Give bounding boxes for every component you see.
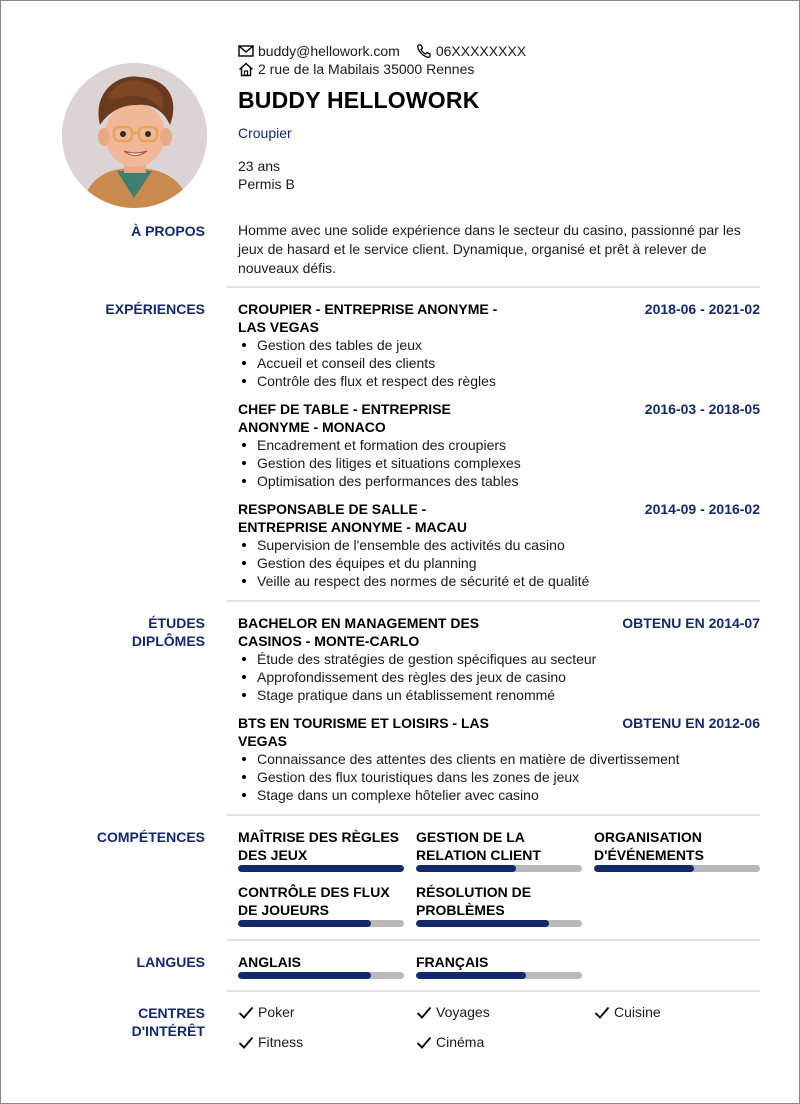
check-icon <box>594 1006 610 1019</box>
phone-text[interactable]: 06XXXXXXXX <box>435 43 527 59</box>
check-icon <box>416 1036 432 1049</box>
section-label-line: DIPLÔMES <box>131 633 205 649</box>
permit-text: Permis B <box>238 176 295 192</box>
skill-name: GESTION DE LA RELATION CLIENT <box>416 829 541 863</box>
entry-title: RESPONSABLE DE SALLE - ENTREPRISE ANONYME - MACAU <box>238 501 467 535</box>
skill-name: RÉSOLUTION DE PROBLÈMES <box>416 884 532 918</box>
check-icon <box>238 1006 254 1019</box>
entry-date: OBTENU EN 2012-06 <box>622 715 760 731</box>
skill-item <box>238 828 404 872</box>
skill-level-bar <box>416 865 582 872</box>
contact-row-address <box>238 60 526 78</box>
interest-item <box>416 1004 490 1020</box>
candidate-name: BUDDY HELLOWORK <box>238 87 480 113</box>
section-label-line: ÉTUDES <box>148 615 205 631</box>
list-item: Encadrement et formation des croupiers <box>257 436 760 454</box>
list-item: Connaissance des attentes des clients en matière de divertissement <box>257 750 760 768</box>
language-item <box>416 953 582 979</box>
section-label-languages: LANGUES <box>136 954 205 970</box>
list-item: Gestion des flux touristiques dans les zones de jeux <box>257 768 760 786</box>
entry-date: 2018-06 - 2021-02 <box>644 301 760 317</box>
skill-level-fill <box>238 865 404 872</box>
list-item: Gestion des tables de jeux <box>257 336 760 354</box>
language-name: ANGLAIS <box>238 954 301 970</box>
list-item: Optimisation des performances des tables <box>257 472 760 490</box>
interest-label: Cinéma <box>436 1034 485 1050</box>
entry-date: 2014-09 - 2016-02 <box>644 501 760 517</box>
skill-item <box>594 828 760 872</box>
bullet-list <box>238 536 760 590</box>
skill-level-fill <box>594 865 694 872</box>
interest-label: Voyages <box>436 1004 490 1020</box>
list-item: Gestion des litiges et situations complexes <box>257 454 760 472</box>
list-item: Stage dans un complexe hôtelier avec casino <box>257 786 760 804</box>
skill-level-fill <box>416 920 549 927</box>
skill-name: ORGANISATION D'ÉVÉNEMENTS <box>594 829 704 863</box>
phone-icon <box>416 43 432 59</box>
about-text: Homme avec une solide expérience dans le secteur du casino, passionné par les jeux de hasard et le service client. Dynamique, organisé et prêt à relever de nouveaux défis. <box>238 222 741 276</box>
contact-row-email-phone <box>238 42 526 60</box>
interest-label: Fitness <box>258 1034 304 1050</box>
list-item: Approfondissement des règles des jeux de casino <box>257 668 760 686</box>
experience-entry <box>238 300 760 390</box>
skill-name: CONTRÔLE DES FLUX DE JOUEURS <box>238 884 390 918</box>
bullet-list <box>238 436 760 490</box>
avatar-illustration <box>62 63 207 208</box>
skill-level-fill <box>416 865 516 872</box>
list-item: Étude des stratégies de gestion spécifiques au secteur <box>257 650 760 668</box>
divider <box>227 939 760 941</box>
list-item: Veille au respect des normes de sécurité et de qualité <box>257 572 760 590</box>
experience-entry <box>238 400 760 490</box>
skill-item <box>238 883 404 927</box>
skill-level-bar <box>238 920 404 927</box>
check-icon <box>416 1006 432 1019</box>
check-icon <box>238 1036 254 1049</box>
skill-level-bar <box>594 865 760 872</box>
section-label-line: CENTRES <box>138 1005 205 1021</box>
entry-title: BTS EN TOURISME ET LOISIRS - LAS VEGAS <box>238 715 489 749</box>
section-label-experience: EXPÉRIENCES <box>105 301 205 317</box>
skill-level-bar <box>416 920 582 927</box>
bullet-list <box>238 750 760 804</box>
education-entry <box>238 614 760 704</box>
language-level-fill <box>238 972 371 979</box>
divider <box>227 286 760 288</box>
email-text[interactable]: buddy@hellowork.com <box>258 43 400 59</box>
interest-item <box>594 1004 661 1020</box>
bullet-list <box>238 650 760 704</box>
skill-level-fill <box>238 920 371 927</box>
interest-item <box>238 1034 303 1050</box>
interest-item <box>238 1004 295 1020</box>
list-item: Accueil et conseil des clients <box>257 354 760 372</box>
avatar <box>62 63 207 208</box>
entry-date: 2016-03 - 2018-05 <box>644 401 760 417</box>
language-level-bar <box>238 972 404 979</box>
skill-item <box>416 828 582 872</box>
language-level-fill <box>416 972 526 979</box>
interest-item <box>416 1034 484 1050</box>
job-title: Croupier <box>238 125 292 141</box>
education-entry <box>238 714 760 804</box>
list-item: Contrôle des flux et respect des règles <box>257 372 760 390</box>
section-label-line: D'INTÉRÊT <box>131 1023 205 1039</box>
entry-title: BACHELOR EN MANAGEMENT DES CASINOS - MONTE-CARLO <box>238 615 480 649</box>
interest-label: Poker <box>258 1004 295 1020</box>
list-item: Supervision de l'ensemble des activités du casino <box>257 536 760 554</box>
skill-name: MAÎTRISE DES RÈGLES DES JEUX <box>238 829 400 863</box>
age-text: 23 ans <box>238 158 281 174</box>
home-icon <box>238 62 254 77</box>
entry-date: OBTENU EN 2014-07 <box>622 615 760 631</box>
section-label-skills: COMPÉTENCES <box>96 829 205 845</box>
divider <box>227 600 760 602</box>
bullet-list <box>238 336 760 390</box>
divider <box>227 814 760 816</box>
divider <box>227 990 760 992</box>
list-item: Gestion des équipes et du planning <box>257 554 760 572</box>
skill-item <box>416 883 582 927</box>
language-name: FRANÇAIS <box>416 954 489 970</box>
section-label-interests <box>25 1004 205 1040</box>
mail-icon <box>238 45 254 57</box>
entry-title: CROUPIER - ENTREPRISE ANONYME - LAS VEGAS <box>238 301 498 335</box>
list-item: Stage pratique dans un établissement renommé <box>257 686 760 704</box>
interest-label: Cuisine <box>614 1004 661 1020</box>
experience-entry <box>238 500 760 590</box>
address-text: 2 rue de la Mabilais 35000 Rennes <box>258 61 475 77</box>
language-item <box>238 953 404 979</box>
contact-block <box>238 42 526 78</box>
section-label-about: À PROPOS <box>131 223 205 239</box>
language-level-bar <box>416 972 582 979</box>
section-label-education <box>25 614 205 650</box>
skill-level-bar <box>238 865 404 872</box>
entry-title: CHEF DE TABLE - ENTREPRISE ANONYME - MONACO <box>238 401 451 435</box>
